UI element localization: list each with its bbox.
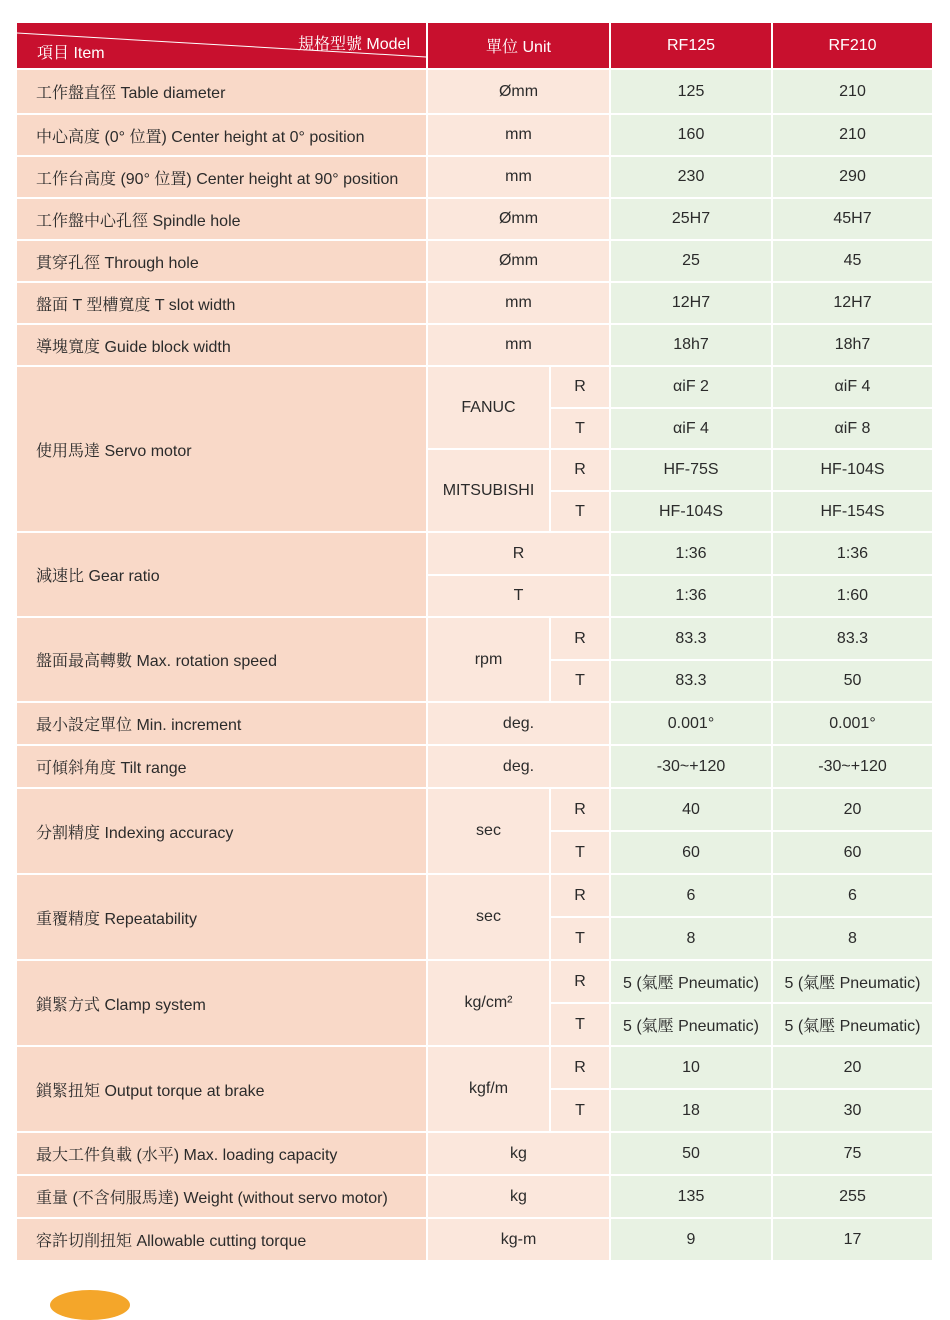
value-cell: αiF 8 — [772, 408, 933, 449]
value-cell: HF-104S — [610, 491, 772, 532]
value-cell: 5 (氣壓 Pneumatic) — [610, 960, 772, 1003]
table-row — [17, 702, 933, 745]
value-cell: αiF 4 — [772, 366, 933, 408]
value-cell: 50 — [610, 1132, 772, 1175]
axis-cell: R — [550, 617, 610, 660]
unit-cell: deg. — [427, 745, 610, 788]
axis-cell: T — [550, 831, 610, 874]
table-row — [17, 1175, 933, 1218]
model-rf210-header: RF210 — [772, 23, 933, 69]
value-cell: 18h7 — [610, 324, 772, 366]
value-cell: 45 — [772, 240, 933, 282]
value-cell: 83.3 — [610, 617, 772, 660]
unit-cell: kg — [427, 1132, 610, 1175]
value-cell: 1:60 — [772, 575, 933, 617]
axis-cell: T — [550, 408, 610, 449]
value-cell: 12H7 — [610, 282, 772, 324]
value-cell: 210 — [772, 69, 933, 114]
value-cell: 10 — [610, 1046, 772, 1089]
axis-cell: R — [550, 449, 610, 491]
value-cell: 255 — [772, 1175, 933, 1218]
unit-cell: mm — [427, 282, 610, 324]
unit-cell: deg. — [427, 702, 610, 745]
axis-cell: T — [550, 917, 610, 960]
unit-cell: kg/cm² — [427, 960, 550, 1046]
value-cell: 60 — [772, 831, 933, 874]
corner-header — [17, 23, 427, 69]
axis-cell: R — [550, 788, 610, 831]
axis-cell: R — [550, 1046, 610, 1089]
row-label: 工作台高度 (90° 位置) Center height at 90° position — [17, 156, 427, 198]
value-cell: 20 — [772, 1046, 933, 1089]
axis-cell: R — [550, 960, 610, 1003]
row-label: 可傾斜角度 Tilt range — [17, 745, 427, 788]
table-row — [17, 1218, 933, 1261]
table-row — [17, 282, 933, 324]
row-label: 盤面最高轉數 Max. rotation speed — [17, 617, 427, 702]
value-cell: HF-154S — [772, 491, 933, 532]
row-label: 工作盤中心孔徑 Spindle hole — [17, 198, 427, 240]
value-cell: 17 — [772, 1218, 933, 1261]
value-cell: 8 — [772, 917, 933, 960]
unit-cell: sec — [427, 788, 550, 874]
value-cell: 9 — [610, 1218, 772, 1261]
value-cell: 0.001° — [610, 702, 772, 745]
brand-cell-fanuc: FANUC — [427, 366, 550, 449]
row-label: 盤面 T 型槽寬度 T slot width — [17, 282, 427, 324]
axis-cell: T — [550, 1089, 610, 1132]
table-row — [17, 532, 933, 575]
row-label: 導塊寬度 Guide block width — [17, 324, 427, 366]
value-cell: 30 — [772, 1089, 933, 1132]
value-cell: αiF 4 — [610, 408, 772, 449]
value-cell: 75 — [772, 1132, 933, 1175]
item-header: 項目 Item — [37, 45, 105, 62]
axis-cell: R — [550, 874, 610, 917]
table-row — [17, 114, 933, 156]
value-cell: 25H7 — [610, 198, 772, 240]
axis-cell: R — [427, 532, 610, 575]
value-cell: 5 (氣壓 Pneumatic) — [610, 1003, 772, 1046]
model-rf125-header: RF125 — [610, 23, 772, 69]
value-cell: 5 (氣壓 Pneumatic) — [772, 960, 933, 1003]
table-row — [17, 617, 933, 660]
value-cell: 160 — [610, 114, 772, 156]
table-row — [17, 324, 933, 366]
value-cell: 45H7 — [772, 198, 933, 240]
table-row — [17, 874, 933, 917]
value-cell: 210 — [772, 114, 933, 156]
value-cell: 6 — [610, 874, 772, 917]
value-cell: 25 — [610, 240, 772, 282]
spec-table — [17, 23, 934, 1262]
value-cell: 230 — [610, 156, 772, 198]
value-cell: 135 — [610, 1175, 772, 1218]
row-label: 使用馬達 Servo motor — [17, 366, 427, 532]
unit-header: 單位 Unit — [427, 23, 610, 69]
value-cell: 125 — [610, 69, 772, 114]
value-cell: 83.3 — [772, 617, 933, 660]
axis-cell: R — [550, 366, 610, 408]
table-row — [17, 788, 933, 831]
row-label: 最大工件負載 (水平) Max. loading capacity — [17, 1132, 427, 1175]
value-cell: 18 — [610, 1089, 772, 1132]
value-cell: -30~+120 — [772, 745, 933, 788]
model-header: 規格型號 Model — [297, 36, 410, 53]
value-cell: 5 (氣壓 Pneumatic) — [772, 1003, 933, 1046]
table-row — [17, 69, 933, 114]
unit-cell: mm — [427, 156, 610, 198]
unit-cell: Ømm — [427, 240, 610, 282]
value-cell: 12H7 — [772, 282, 933, 324]
unit-cell: Ømm — [427, 198, 610, 240]
value-cell: αiF 2 — [610, 366, 772, 408]
unit-cell: mm — [427, 114, 610, 156]
row-label: 工作盤直徑 Table diameter — [17, 69, 427, 114]
unit-cell: kg — [427, 1175, 610, 1218]
value-cell: 6 — [772, 874, 933, 917]
table-row — [17, 198, 933, 240]
value-cell: 83.3 — [610, 660, 772, 702]
value-cell: 40 — [610, 788, 772, 831]
value-cell: -30~+120 — [610, 745, 772, 788]
axis-cell: T — [550, 1003, 610, 1046]
table-row — [17, 156, 933, 198]
value-cell: HF-75S — [610, 449, 772, 491]
row-label: 重量 (不含伺服馬達) Weight (without servo motor) — [17, 1175, 427, 1218]
unit-cell: kgf/m — [427, 1046, 550, 1132]
row-label: 鎖緊扭矩 Output torque at brake — [17, 1046, 427, 1132]
axis-cell: T — [550, 491, 610, 532]
row-label: 容許切削扭矩 Allowable cutting torque — [17, 1218, 427, 1261]
value-cell: 20 — [772, 788, 933, 831]
value-cell: 60 — [610, 831, 772, 874]
value-cell: 290 — [772, 156, 933, 198]
decorative-arc — [50, 1290, 130, 1320]
row-label: 鎖緊方式 Clamp system — [17, 960, 427, 1046]
unit-cell: rpm — [427, 617, 550, 702]
value-cell: 1:36 — [610, 532, 772, 575]
table-row — [17, 366, 933, 408]
row-label: 減速比 Gear ratio — [17, 532, 427, 617]
row-label: 中心高度 (0° 位置) Center height at 0° position — [17, 114, 427, 156]
table-row — [17, 1132, 933, 1175]
row-label: 最小設定單位 Min. increment — [17, 702, 427, 745]
value-cell: 8 — [610, 917, 772, 960]
value-cell: 18h7 — [772, 324, 933, 366]
table-row — [17, 745, 933, 788]
row-label: 分割精度 Indexing accuracy — [17, 788, 427, 874]
value-cell: 0.001° — [772, 702, 933, 745]
unit-cell: Ømm — [427, 69, 610, 114]
header-row — [17, 23, 933, 69]
unit-cell: kg-m — [427, 1218, 610, 1261]
value-cell: 1:36 — [610, 575, 772, 617]
brand-cell-mitsubishi: MITSUBISHI — [427, 449, 550, 532]
table-row — [17, 240, 933, 282]
value-cell: 50 — [772, 660, 933, 702]
axis-cell: T — [550, 660, 610, 702]
unit-cell: sec — [427, 874, 550, 960]
value-cell: HF-104S — [772, 449, 933, 491]
row-label: 貫穿孔徑 Through hole — [17, 240, 427, 282]
table-row — [17, 1046, 933, 1089]
unit-cell: mm — [427, 324, 610, 366]
table-row — [17, 960, 933, 1003]
row-label: 重覆精度 Repeatability — [17, 874, 427, 960]
axis-cell: T — [427, 575, 610, 617]
value-cell: 1:36 — [772, 532, 933, 575]
